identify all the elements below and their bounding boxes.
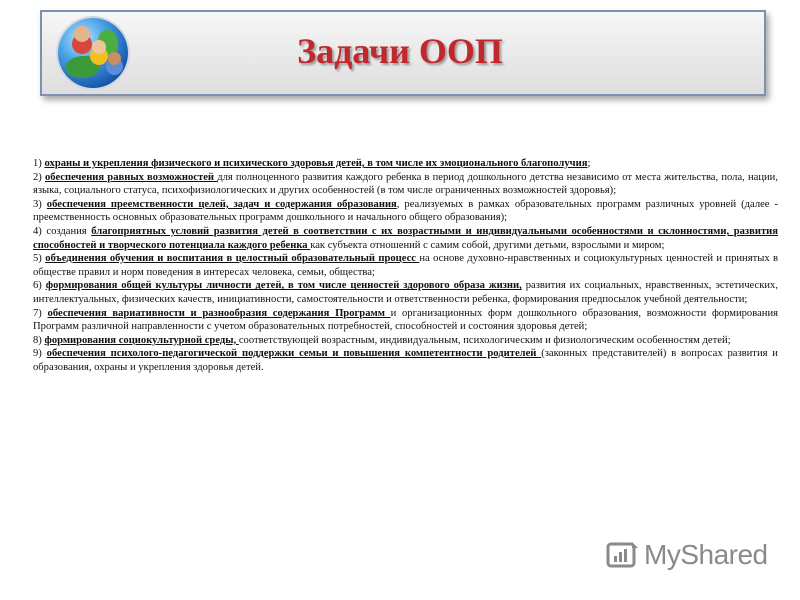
task-item: 8) формирования социокультурной среды, соответствующей возрастным, индивидуальным, психологическим и физиологическим особенностям детей; <box>33 334 731 346</box>
watermark-text: MyShared <box>644 539 768 570</box>
myshared-watermark <box>606 535 776 575</box>
task-item: 9) обеспечения психолого-педагогической поддержки семьи и повышения компетентности родителей (законных представителей) в вопросах развития и образования, охраны и укрепления здоровья детей. <box>33 348 778 373</box>
task-item: 2) обеспечения равных возможностей для полноценного развития каждого ребенка в период дошкольного детства независимо от места жительства, пола, нации, языка, социального статуса, психофизиологических и других особенностей (в том числе ограниченных возможностей здоровья); <box>33 171 778 197</box>
myshared-logo-icon <box>606 538 640 572</box>
tasks-list <box>33 157 778 375</box>
task-item: 3) обеспечения преемственности целей, задач и содержания образования, реализуемых в рамках образовательных программ различных уровней (далее - преемственность основных образовательных программ дошкольного и начального общего образования); <box>33 198 778 224</box>
task-item: 1) охраны и укрепления физического и психического здоровья детей, в том числе их эмоционального благополучия; <box>33 158 591 169</box>
task-item: 7) обеспечения вариативности и разнообразия содержания Программ и организационных форм дошкольного образования, возможности формирования Программ различной направленности с учетом образовательных потребностей, способностей и состояния здоровья детей; <box>33 307 778 333</box>
task-item: 4) создания благоприятных условий развития детей в соответствии с их возрастными и индивидуальными особенностями и склонностями, развития способностей и творческого потенциала каждого ребенка как субъекта отношений с самим собой, другими детьми, взрослыми и миром; <box>33 225 779 251</box>
task-item: 5) объединения обучения и воспитания в целостный образовательный процесс на основе духовно-нравственных и социокультурных ценностей и принятых в обществе правил и норм поведения в интересах человека, семьи, общества; <box>33 253 778 278</box>
task-item: 6) формирования общей культуры личности детей, в том числе ценностей здорового образа жизни, развития их социальных, нравственных, эстетических, интеллектуальных, физических качеств, инициативности, самостоятельности и ответственности ребенка, формирования предпосылок учебной деятельности; <box>33 280 778 305</box>
slide-title: Задачи ООП <box>297 31 503 71</box>
